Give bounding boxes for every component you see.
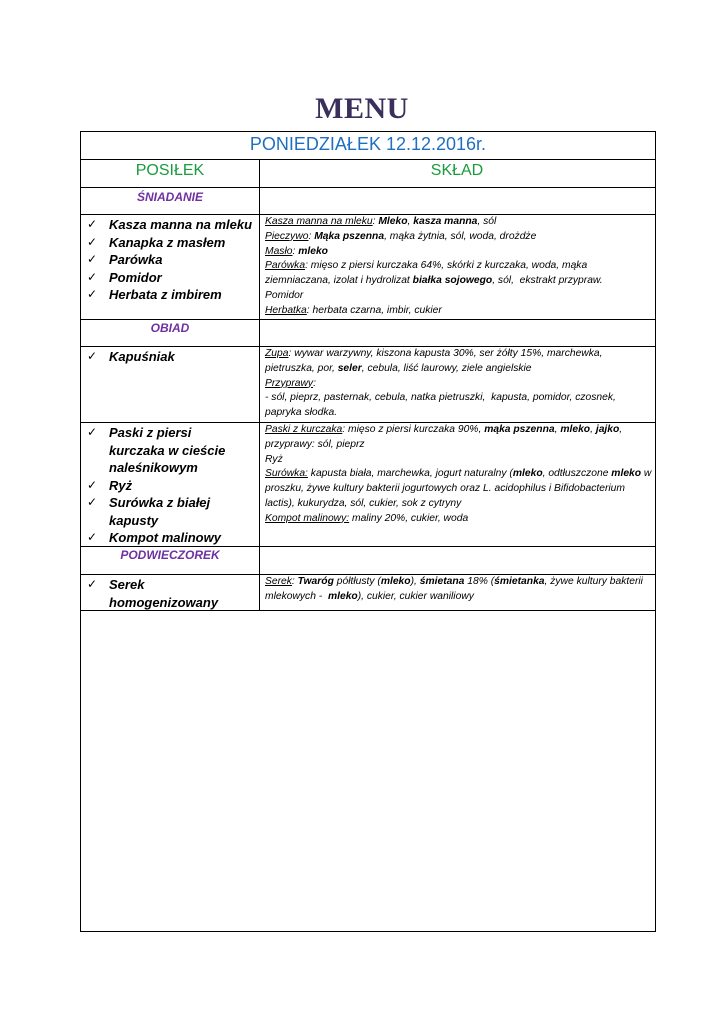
ingredient-line: Paski z kurczaka: mięso z piersi kurczaka 90%, mąka pszenna, mleko, jajko, przyprawy: sól, pieprz: [265, 424, 623, 450]
menu-table: [80, 131, 656, 932]
ingredient-line: Zupa: wywar warzywny, kiszona kapusta 30%, ser żółty 15%, marchewka, pietruszka, por, seler, cebula, liść laurowy, ziele angielskie: [265, 348, 603, 374]
list-item: ✓ Herbata z imbirem: [85, 286, 257, 304]
row-divider: [81, 159, 655, 160]
list-item: ✓ Kasza manna na mleku: [85, 216, 257, 234]
ingredient-line: Surówka: kapusta biała, marchewka, jogurt naturalny (mleko, odtłuszczone mleko w proszku, żywe kultury bakterii jogurtowych oraz L. acidophilus i Bifidobacterium lactis), kukurydza, sól, cukier, sok z cytryny: [265, 468, 652, 509]
snack-ingredients: [265, 575, 653, 605]
ingredients-column-header: SKŁAD: [430, 162, 484, 179]
snack-list: [85, 576, 257, 611]
ingredient-line: Parówka: mięso z piersi kurczaka 64%, skórki z kurczaka, woda, mąka ziemniaczana, izolat i hydrolizat białka sojowego, sól, ekstrakt przypraw.: [265, 260, 603, 287]
list-item: ✓ Ryż: [85, 477, 257, 495]
ingredient-line: Pieczywo: Mąka pszenna, mąka żytnia, sól, woda, drożdże: [265, 230, 537, 242]
list-item: ✓ Serek homogenizowany: [85, 576, 257, 611]
ingredient-line: Ryż: [265, 453, 283, 465]
ingredient-line: Przyprawy:: [265, 377, 316, 389]
section-snack: PODWIECZOREK: [120, 548, 220, 562]
ingredient-line: Kompot malinowy: maliny 20%, cukier, woda: [265, 512, 469, 524]
section-lunch: OBIAD: [150, 321, 190, 335]
ingredient-line: Serek: Twaróg półtłusty (mleko), śmietana 18% (śmietanka, żywe kultury bakterii mlekowych - mleko), cukier, cukier waniliowy: [265, 576, 643, 602]
lunch-soup-list: [85, 348, 257, 366]
row-divider: [81, 187, 655, 188]
breakfast-list: [85, 216, 257, 304]
ingredient-line: Kasza manna na mleku: Mleko, kasza manna, sól: [265, 216, 497, 227]
list-item: ✓ Kanapka z masłem: [85, 234, 257, 252]
row-divider: [81, 319, 655, 320]
lunch-main-list: [85, 424, 257, 547]
day-heading: PONIEDZIAŁEK 12.12.2016r.: [249, 134, 487, 154]
list-item: ✓ Surówka z białej kapusty: [85, 494, 257, 529]
soup-ingredients: [265, 347, 653, 421]
ingredient-line: Masło: mleko: [265, 245, 328, 257]
ingredient-line: Pomidor: [265, 289, 304, 301]
meal-column-header: POSIŁEK: [135, 162, 205, 179]
column-divider: [259, 159, 260, 610]
list-item: ✓ Parówka: [85, 251, 257, 269]
ingredient-line: - sól, pieprz, pasternak, cebula, natka pietruszki, kapusta, pomidor, czosnek, papryka słodka.: [265, 392, 616, 419]
list-item: ✓ Kompot malinowy: [85, 529, 257, 547]
document-title: MENU: [315, 92, 409, 125]
list-item: ✓ Pomidor: [85, 269, 257, 287]
ingredient-line: Herbatka: herbata czarna, imbir, cukier: [265, 304, 442, 316]
list-item: ✓ Kapuśniak: [85, 348, 257, 366]
main-course-ingredients: [265, 423, 653, 527]
list-item: ✓ Paski z piersi kurczaka w cieście naleśnikowym: [85, 424, 257, 477]
section-breakfast: ŚNIADANIE: [136, 190, 203, 204]
breakfast-ingredients: [265, 215, 653, 319]
